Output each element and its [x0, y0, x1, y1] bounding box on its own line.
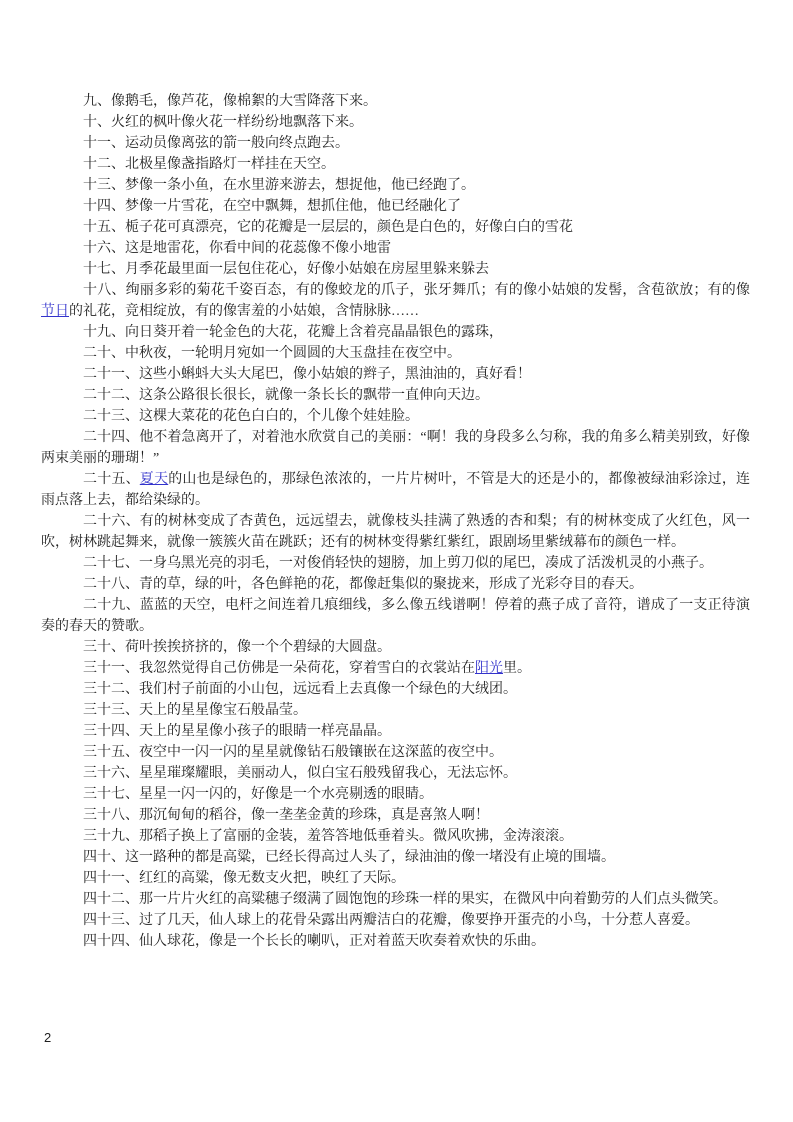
sentence-item [41, 385, 750, 406]
hyperlink[interactable]: 节日 [41, 304, 69, 319]
sentence-item [41, 217, 750, 238]
sentence-item [41, 553, 750, 574]
sentence-item [41, 91, 750, 112]
sentence-text: 四十二、那一片片火红的高粱穗子缀满了圆饱饱的珍珠一样的果实，在微风中向着勤劳的人们点头微笑。 [83, 892, 727, 907]
sentence-text: 二十一、这些小蝌蚪大头大尾巴，像小姑娘的辫子，黑油油的，真好看！ [83, 367, 531, 382]
page-number: 2 [44, 1030, 52, 1045]
sentence-text: 二十九、蓝蓝的天空，电杆之间连着几痕细线，多么像五线谱啊！停着的燕子成了音符，谱成了一支正待演奏的春天的赞歌。 [41, 598, 750, 634]
sentence-item [41, 868, 750, 889]
sentence-item [41, 826, 750, 847]
sentence-text: 三十六、星星璀璨耀眼，美丽动人，似白宝石般残留我心，无法忘怀。 [83, 766, 517, 781]
sentence-text: 二十五、 [83, 472, 140, 487]
sentence-text: 三十三、天上的星星像宝石般晶莹。 [83, 703, 307, 718]
sentence-text: 十三、梦像一条小鱼，在水里游来游去，想捉他，他已经跑了。 [83, 178, 475, 193]
sentence-item [41, 427, 750, 469]
sentence-item [41, 889, 750, 910]
sentence-text: 三十四、天上的星星像小孩子的眼睛一样亮晶晶。 [83, 724, 391, 739]
sentence-text: 的礼花，竞相绽放，有的像害羞的小姑娘，含情脉脉…… [69, 304, 419, 319]
sentence-text: 二十、中秋夜，一轮明月宛如一个圆圆的大玉盘挂在夜空中。 [83, 346, 461, 361]
sentence-text: 二十六、有的树林变成了杏黄色，远远望去，就像枝头挂满了熟透的杏和梨；有的树林变成了火红色，风一吹，树林跳起舞来，就像一簇簇火苗在跳跃；还有的树林变得紫红紫红，跟剧场里紫绒幕布的颜色一样。 [41, 514, 750, 550]
sentence-item [41, 322, 750, 343]
sentence-item [41, 469, 750, 511]
sentence-text: 三十五、夜空中一闪一闪的星星就像钻石般镶嵌在这深蓝的夜空中。 [83, 745, 503, 760]
sentence-text: 十五、栀子花可真漂亮，它的花瓣是一层层的，颜色是白色的，好像白白的雪花 [83, 220, 573, 235]
sentence-text: 十六、这是地雷花，你看中间的花蕊像不像小地雷 [83, 241, 391, 256]
sentence-text: 的山也是绿色的，那绿色浓浓的，一片片树叶，不管是大的还是小的，都像被绿油彩涂过，连雨点落上去，都给染绿的。 [41, 472, 751, 508]
sentence-item [41, 679, 750, 700]
sentence-item [41, 910, 750, 931]
sentence-text: 二十八、青的草，绿的叶，各色鲜艳的花，都像赶集似的聚拢来，形成了光彩夺目的春天。 [83, 577, 643, 592]
sentence-text: 三十、荷叶挨挨挤挤的，像一个个碧绿的大圆盘。 [83, 640, 391, 655]
sentence-item [41, 763, 750, 784]
sentence-text: 二十七、一身乌黑光亮的羽毛，一对俊俏轻快的翅膀，加上剪刀似的尾巴，凑成了活泼机灵的小燕子。 [83, 556, 713, 571]
sentence-item [41, 805, 750, 826]
sentence-item [41, 511, 750, 553]
sentence-text: 四十、这一路种的都是高粱，已经长得高过人头了，绿油油的像一堵没有止境的围墙。 [83, 850, 615, 865]
sentence-text: 三十二、我们村子前面的小山包，远远看上去真像一个绿色的大绒团。 [83, 682, 517, 697]
sentence-text: 十八、绚丽多彩的菊花千姿百态，有的像蛟龙的爪子，张牙舞爪；有的像小姑娘的发髻，含苞欲放；有的像 [83, 283, 750, 298]
sentence-item [41, 364, 750, 385]
sentence-text: 四十三、过了几天，仙人球上的花骨朵露出两瓣洁白的花瓣，像要挣开蛋壳的小鸟，十分惹人喜爱。 [83, 913, 699, 928]
sentence-text: 十九、向日葵开着一轮金色的大花，花瓣上含着亮晶晶银色的露珠， [83, 325, 503, 340]
sentence-item [41, 847, 750, 868]
sentence-item [41, 595, 750, 637]
sentence-item [41, 133, 750, 154]
sentence-text: 十四、梦像一片雪花，在空中飘舞，想抓住他，他已经融化了 [83, 199, 461, 214]
sentence-item [41, 784, 750, 805]
sentence-item [41, 931, 750, 952]
sentence-item [41, 112, 750, 133]
sentence-item [41, 637, 750, 658]
sentence-text: 二十四、他不着急离开了，对着池水欣赏自己的美丽：“啊！我的身段多么匀称，我的角多么精美别致，好像两束美丽的珊瑚！” [41, 430, 750, 466]
sentence-text: 三十九、那稻子换上了富丽的金装，羞答答地低垂着头。微风吹拂，金涛滚滚。 [83, 829, 573, 844]
sentence-item [41, 280, 750, 322]
sentence-text: 四十四、仙人球花，像是一个长长的喇叭，正对着蓝天吹奏着欢快的乐曲。 [83, 934, 545, 949]
hyperlink[interactable]: 阳光 [475, 661, 503, 676]
sentence-item [41, 154, 750, 175]
sentence-text: 里。 [503, 661, 531, 676]
sentence-item [41, 175, 750, 196]
sentence-text: 三十七、星星一闪一闪的，好像是一个水亮剔透的眼睛。 [83, 787, 433, 802]
sentence-text: 三十八、那沉甸甸的稻谷，像一垄垄金黄的珍珠，真是喜煞人啊！ [83, 808, 489, 823]
sentence-text: 二十二、这条公路很长很长，就像一条长长的飘带一直伸向天边。 [83, 388, 489, 403]
sentence-item [41, 259, 750, 280]
sentence-text: 二十三、这棵大菜花的花色白白的，个儿像个娃娃脸。 [83, 409, 419, 424]
sentence-text: 九、像鹅毛，像芦花，像棉絮的大雪降落下来。 [83, 94, 377, 109]
sentence-text: 四十一、红红的高粱，像无数支火把，映红了天际。 [83, 871, 405, 886]
sentence-item [41, 343, 750, 364]
sentence-item [41, 658, 750, 679]
sentence-text: 三十一、我忽然觉得自己仿佛是一朵荷花，穿着雪白的衣裳站在 [83, 661, 475, 676]
sentence-item [41, 700, 750, 721]
sentence-item [41, 574, 750, 595]
sentence-item [41, 238, 750, 259]
sentence-text: 十七、月季花最里面一层包住花心，好像小姑娘在房屋里躲来躲去 [83, 262, 489, 277]
sentence-item [41, 721, 750, 742]
sentence-text: 十、火红的枫叶像火花一样纷纷地飘落下来。 [83, 115, 363, 130]
sentence-text: 十二、北极星像盏指路灯一样挂在天空。 [83, 157, 335, 172]
sentence-text: 十一、运动员像离弦的箭一般向终点跑去。 [83, 136, 349, 151]
sentence-item [41, 742, 750, 763]
sentence-item [41, 196, 750, 217]
sentence-item [41, 406, 750, 427]
hyperlink[interactable]: 夏天 [139, 472, 169, 487]
sentence-list [41, 91, 750, 952]
